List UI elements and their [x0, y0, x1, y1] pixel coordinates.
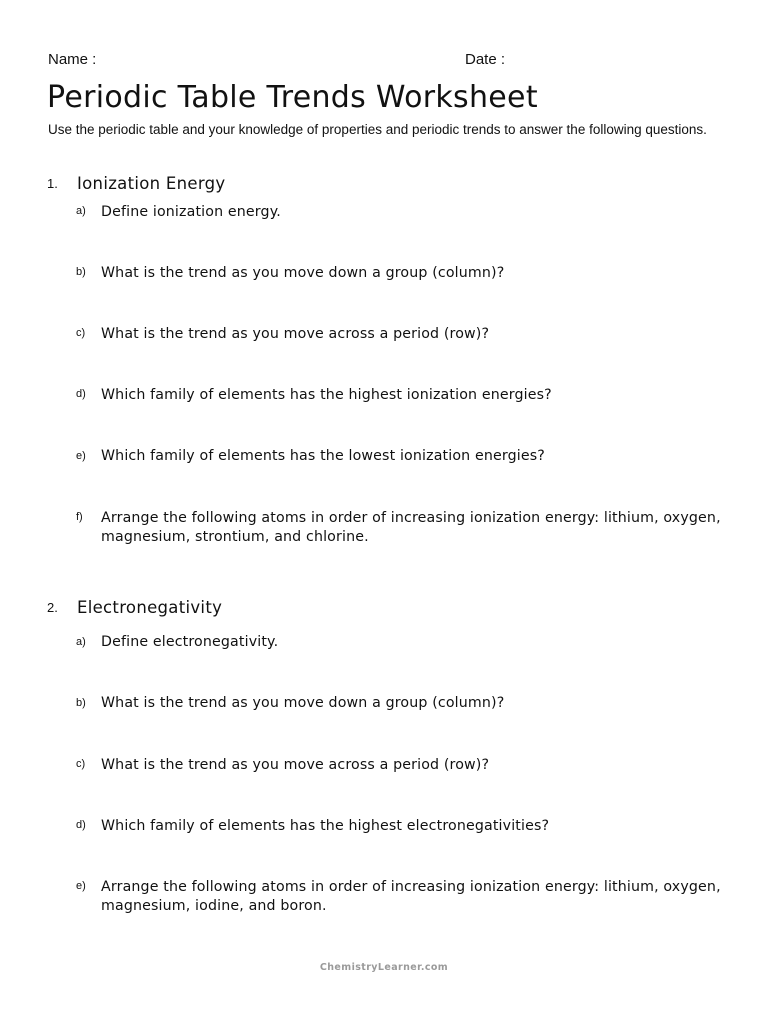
section-title: Ionization Energy	[77, 174, 226, 193]
question-letter: a)	[76, 636, 86, 648]
section-number: 2.	[47, 600, 58, 615]
question-text: Define electronegativity.	[101, 634, 279, 650]
question-letter: c)	[76, 327, 86, 339]
question-text: Which family of elements has the highest electronegativities?	[101, 818, 550, 834]
footer-watermark: ChemistryLearner.com	[319, 962, 449, 973]
question-letter: f)	[76, 511, 83, 523]
question-text: Which family of elements has the highest ionization energies?	[101, 387, 552, 403]
date-label: Date :	[465, 51, 506, 68]
question-text: What is the trend as you move down a group (column)?	[101, 265, 505, 281]
question-letter: d)	[76, 388, 86, 400]
question-text: Arrange the following atoms in order of increasing ionization energy: lithium, oxygen, magnesium, strontium, and chlorine.	[101, 510, 721, 545]
question-letter: a)	[76, 205, 86, 217]
question-text: What is the trend as you move across a period (row)?	[101, 326, 490, 342]
question-letter: b)	[76, 266, 86, 278]
question-text: Which family of elements has the lowest ionization energies?	[101, 448, 545, 464]
question-letter: c)	[76, 758, 86, 770]
instructions: Use the periodic table and your knowledge of properties and periodic trends to answer the following questions.	[48, 122, 707, 137]
worksheet-title: Periodic Table Trends Worksheet	[47, 80, 538, 115]
name-label: Name :	[48, 51, 97, 68]
question-text: Arrange the following atoms in order of increasing ionization energy: lithium, oxygen, magnesium, iodine, and boron.	[101, 879, 721, 914]
question-text: Define ionization energy.	[101, 204, 281, 220]
question-text: What is the trend as you move across a period (row)?	[101, 757, 490, 773]
question-letter: e)	[76, 450, 86, 462]
question-text: What is the trend as you move down a group (column)?	[101, 695, 505, 711]
question-letter: b)	[76, 697, 86, 709]
question-letter: d)	[76, 819, 86, 831]
section-number: 1.	[47, 176, 58, 191]
section-title: Electronegativity	[77, 598, 223, 617]
question-letter: e)	[76, 880, 86, 892]
